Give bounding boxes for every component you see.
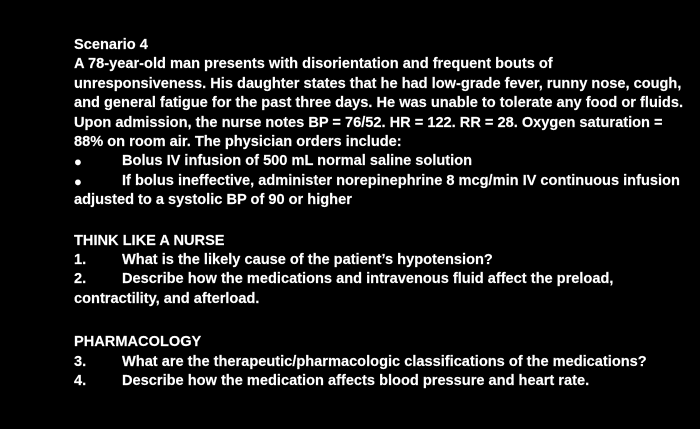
scenario-line: unresponsiveness. His daughter states that he had low-grade fever, runny nose, cough,	[74, 75, 682, 92]
question-number: 3.	[74, 353, 87, 370]
bullet-icon: ●	[74, 173, 82, 189]
document-body	[74, 36, 690, 392]
question-item	[74, 251, 690, 270]
question-text: What is the likely cause of the patient’s hypotension?	[122, 252, 493, 269]
scenario-line: and general fatigue for the past three days. He was unable to tolerate any food or fluids.	[74, 95, 683, 112]
question-item	[74, 270, 690, 289]
question-continuation: contractility, and afterload.	[74, 290, 260, 307]
pharmacology-title: PHARMACOLOGY	[74, 334, 202, 351]
question-number: 1.	[74, 252, 87, 269]
order-text: If bolus ineffective, administer norepinephrine 8 mcg/min IV continuous infusion	[122, 172, 680, 189]
scenario-line: Upon admission, the nurse notes BP = 76/52. HR = 122. RR = 28. Oxygen saturation =	[74, 114, 663, 131]
order-item	[74, 152, 690, 171]
question-item	[74, 372, 690, 391]
think-like-a-nurse-title: THINK LIKE A NURSE	[74, 232, 225, 249]
question-text: What are the therapeutic/pharmacologic classifications of the medications?	[122, 353, 647, 370]
question-item	[74, 353, 690, 372]
question-text: Describe how the medications and intravenous fluid affect the preload,	[122, 271, 614, 288]
section-spacer	[74, 211, 690, 230]
question-number: 4.	[74, 373, 87, 390]
order-item	[74, 172, 690, 191]
question-text: Describe how the medication affects blood pressure and heart rate.	[122, 373, 590, 390]
question-number: 2.	[74, 271, 87, 288]
scenario-line: A 78-year-old man presents with disorientation and frequent bouts of	[74, 56, 553, 73]
order-text: Bolus IV infusion of 500 mL normal saline solution	[122, 153, 473, 170]
section-spacer	[74, 309, 690, 328]
scenario-line: 88% on room air. The physician orders include:	[74, 134, 402, 151]
order-continuation: adjusted to a systolic BP of 90 or higher	[74, 192, 352, 209]
bullet-icon: ●	[74, 154, 82, 170]
scenario-paragraph	[74, 55, 690, 152]
scenario-title: Scenario 4	[74, 37, 148, 53]
